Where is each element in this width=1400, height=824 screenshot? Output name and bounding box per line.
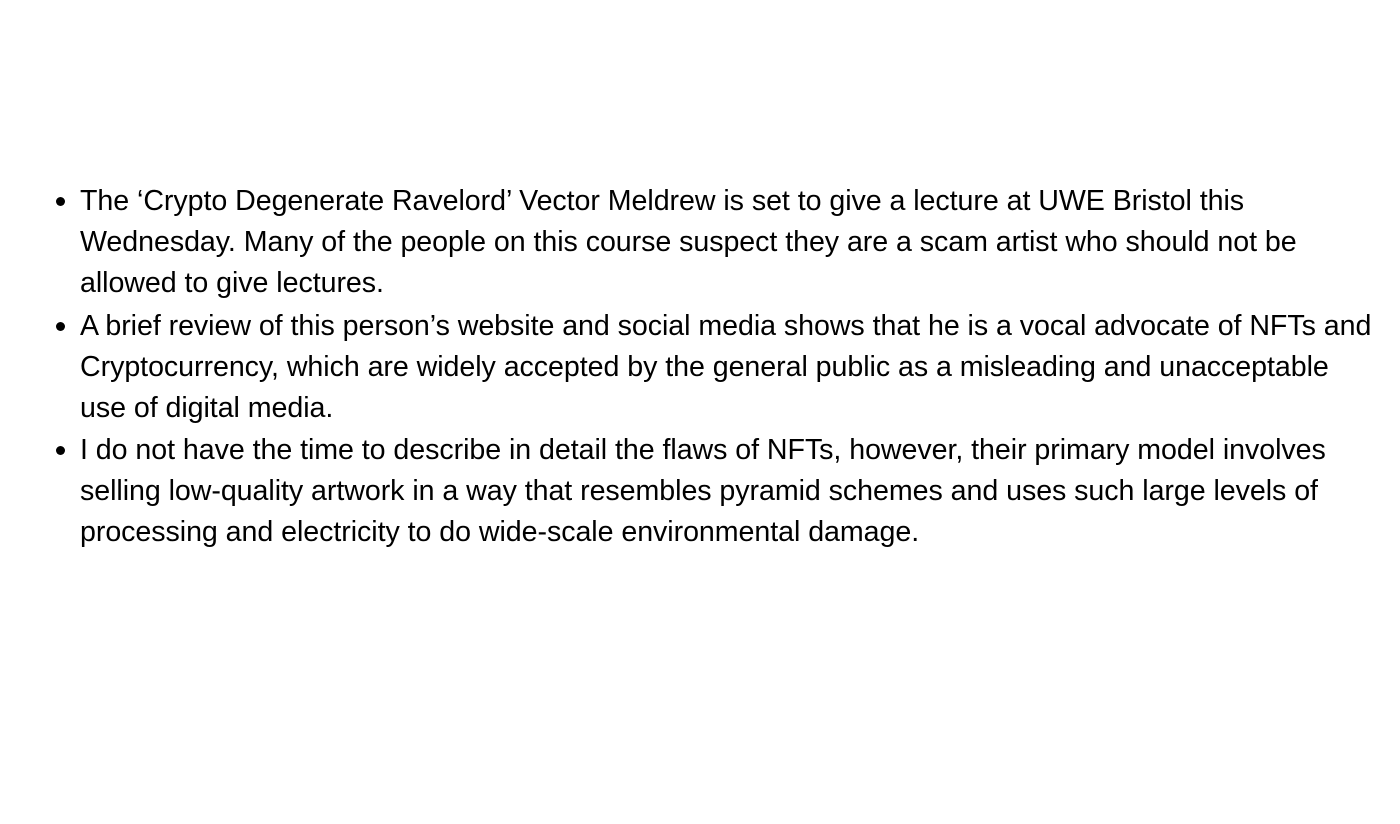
bullet-list <box>0 181 1400 553</box>
slide-content <box>0 181 1400 553</box>
bullet-dot-icon <box>56 322 65 331</box>
list-item-text: The ‘Crypto Degenerate Ravelord’ Vector Meldrew is set to give a lecture at UWE Bristol this Wednesday. Many of the people on this course suspect they are a scam artist who should not be allowed to give lectures. <box>80 185 1297 299</box>
bullet-dot-icon <box>56 446 65 455</box>
list-item <box>0 181 1400 304</box>
list-item <box>0 306 1400 429</box>
list-item-text: I do not have the time to describe in detail the flaws of NFTs, however, their primary model involves selling low-quality artwork in a way that resembles pyramid schemes and uses such large levels of processing and electricity to do wide-scale environmental damage. <box>80 434 1326 548</box>
list-item-text: A brief review of this person’s website and social media shows that he is a vocal advocate of NFTs and Cryptocurrency, which are widely accepted by the general public as a misleading and unacceptable use of digital media. <box>80 309 1372 424</box>
list-item <box>0 430 1400 553</box>
bullet-dot-icon <box>56 197 65 206</box>
